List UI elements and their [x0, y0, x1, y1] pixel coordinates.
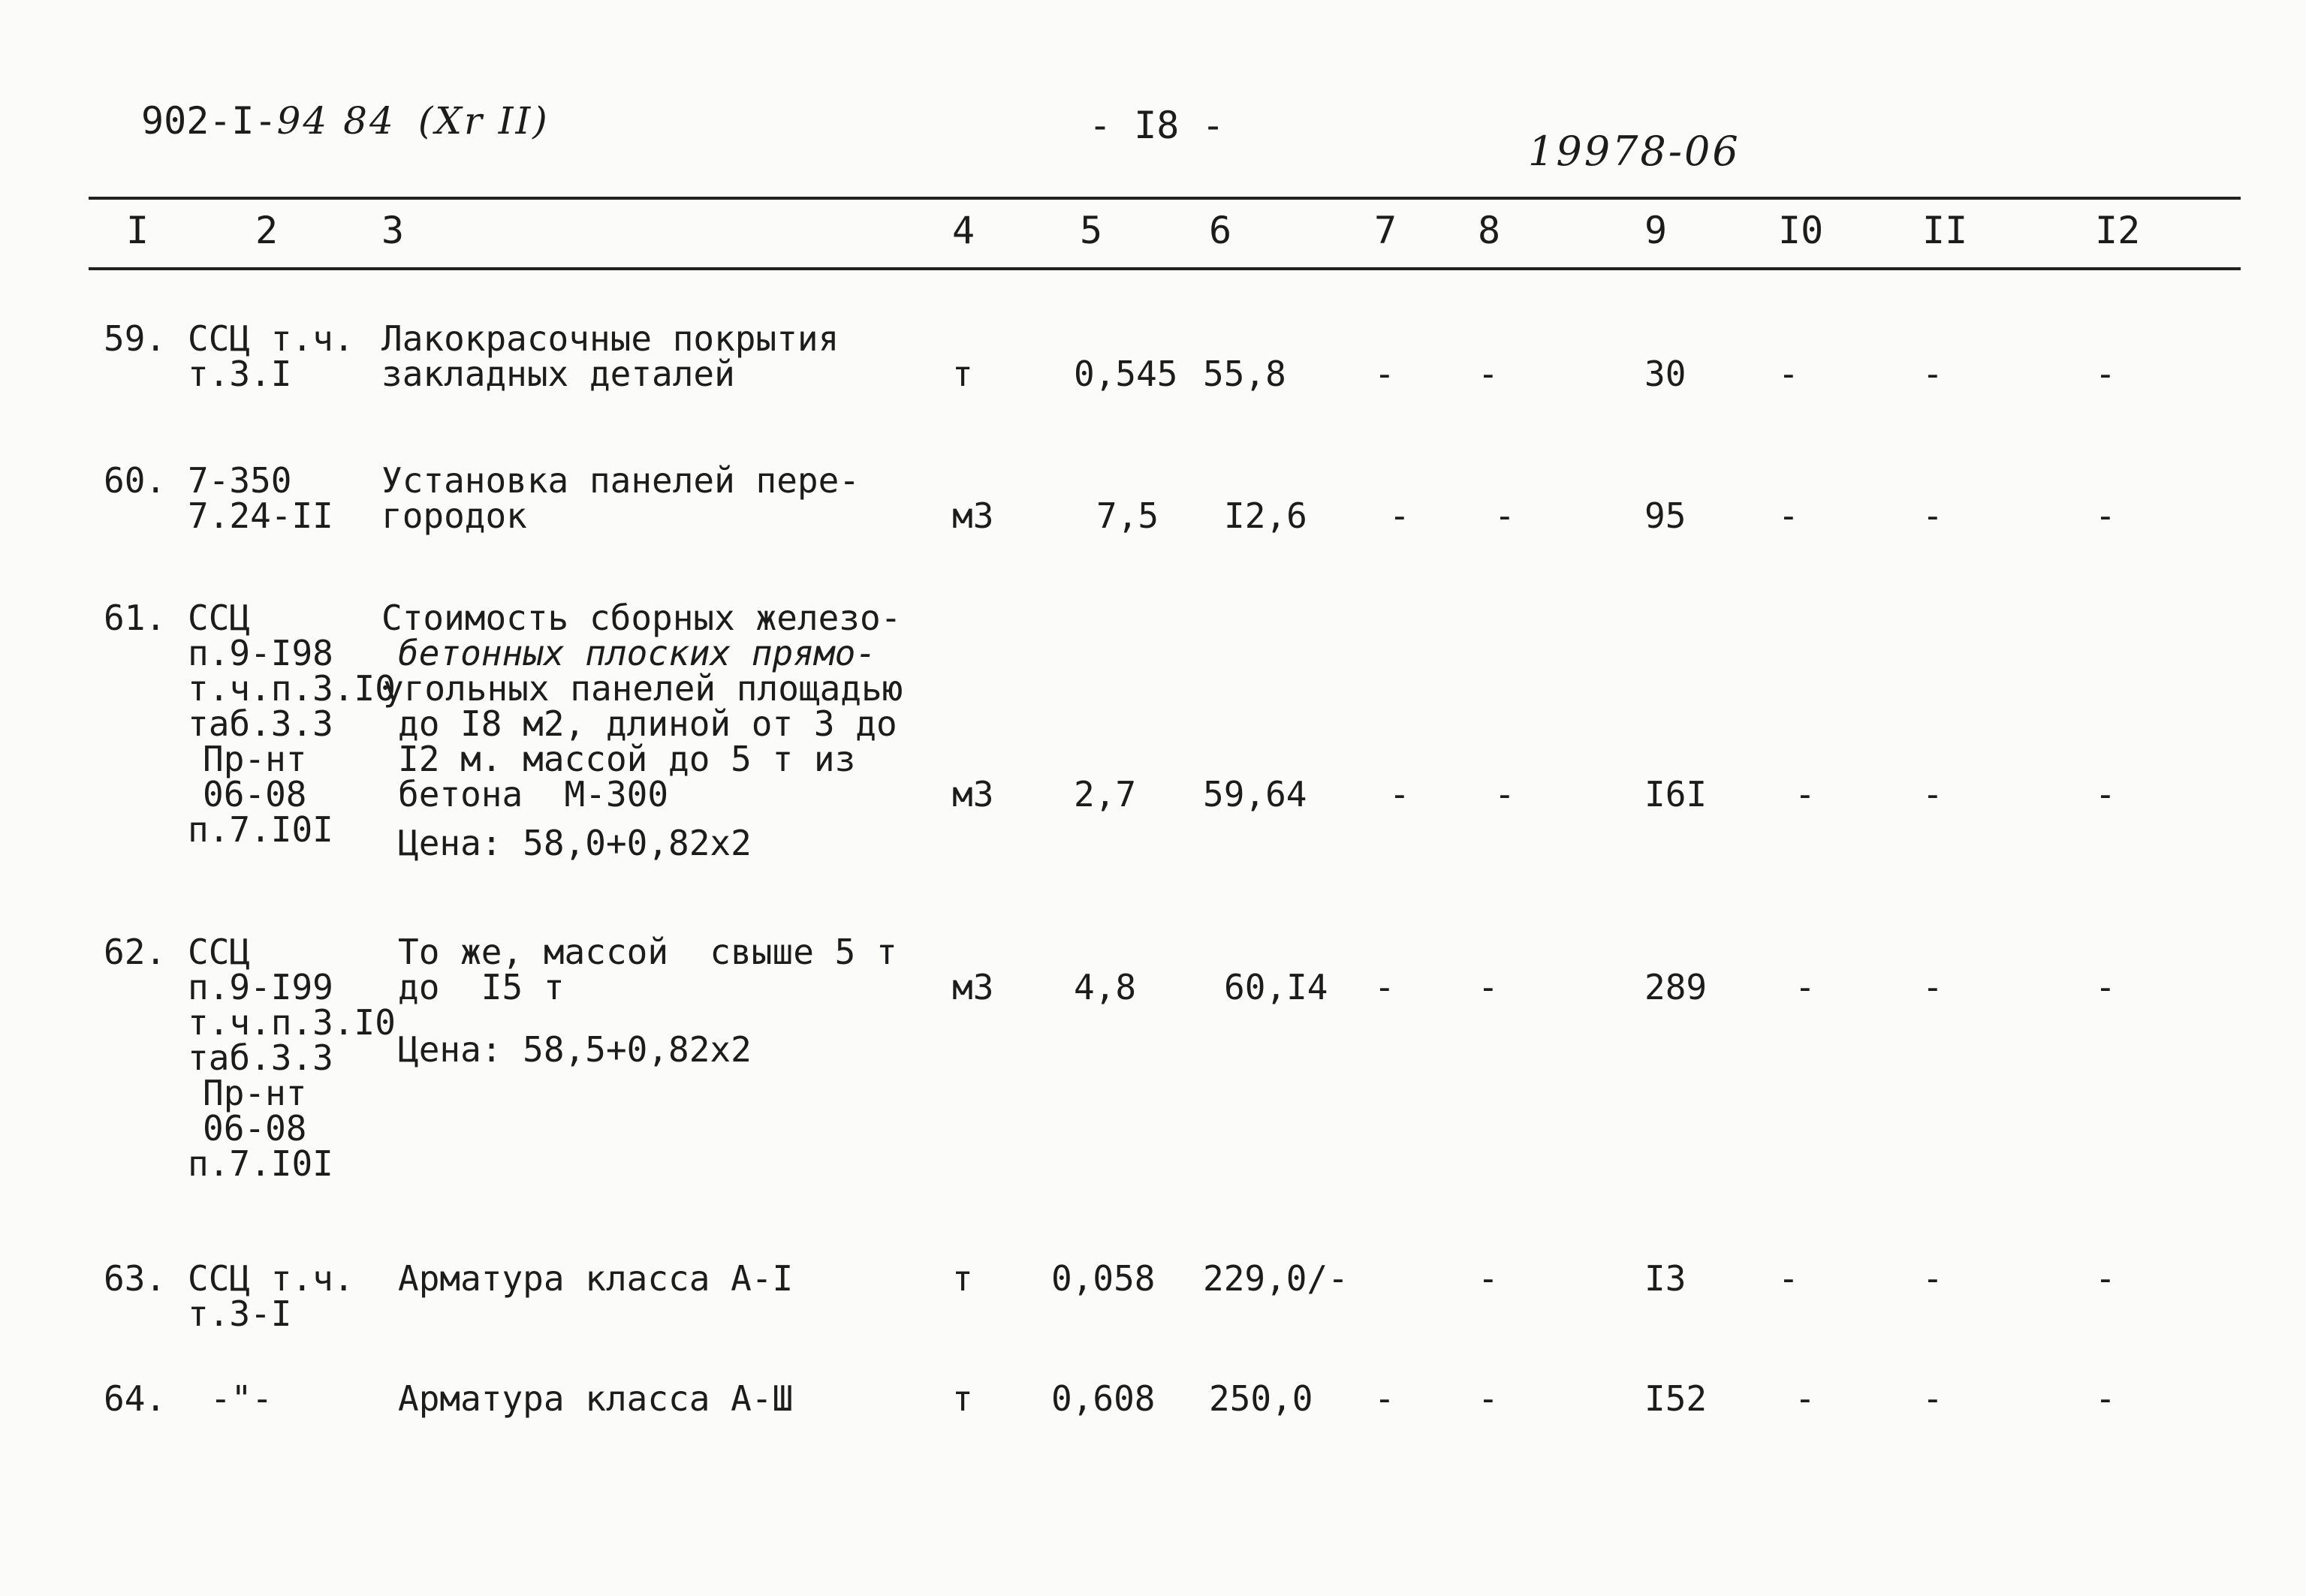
row-number: 64.	[104, 1378, 167, 1419]
quantity-cell: 7,5	[1096, 495, 1159, 536]
column-7-cell: -	[1389, 495, 1410, 536]
norm-code-line: 06-08	[203, 774, 307, 815]
norm-code-line: п.7.I0I	[188, 809, 333, 850]
description-line: закладных деталей	[381, 354, 735, 394]
column-10-cell: -	[1795, 967, 1816, 1007]
price-formula: Цена: 58,0+0,82х2	[398, 823, 752, 863]
column-header-4: 4	[952, 209, 975, 252]
unit-cost-cell: I2,6	[1224, 495, 1307, 536]
document-code-suffix: (Xr II)	[417, 99, 550, 143]
column-header-2: 2	[255, 209, 279, 252]
column-11-cell: -	[1922, 354, 1943, 394]
row-number: 61.	[104, 598, 167, 638]
column-12-cell: -	[2095, 495, 2116, 536]
quantity-cell: 4,8	[1074, 967, 1137, 1007]
document-code-printed: 902-I-	[141, 99, 277, 143]
unit-cost-cell: 59,64	[1203, 774, 1307, 815]
norm-code-line: т.ч.п.3.I0	[188, 668, 396, 709]
norm-code-line: таб.3.3	[188, 703, 333, 744]
quantity-cell: 0,608	[1051, 1378, 1156, 1419]
description-line: до I8 м2, длиной от 3 до	[398, 703, 897, 744]
column-11-cell: -	[1922, 495, 1943, 536]
norm-code-line: -"-	[210, 1378, 273, 1419]
column-header-1: I	[126, 209, 149, 252]
column-12-cell: -	[2095, 354, 2116, 394]
description-line: до I5 т	[398, 967, 565, 1007]
norm-code-line: таб.3.3	[188, 1037, 333, 1078]
norm-code-line: 7.24-II	[188, 495, 333, 536]
row-number: 60.	[104, 460, 167, 501]
column-11-cell: -	[1922, 774, 1943, 815]
column-10-cell: -	[1778, 354, 1799, 394]
price-formula: Цена: 58,5+0,82х2	[398, 1029, 752, 1070]
row-number: 62.	[104, 932, 167, 972]
column-11-cell: -	[1922, 1378, 1943, 1419]
unit-cost-cell: 55,8	[1203, 354, 1286, 394]
unit-cell: м3	[952, 774, 994, 815]
description-line: городок	[381, 495, 527, 536]
column-7-cell: -	[1389, 774, 1410, 815]
handwritten-stamp: 19978-06	[1528, 128, 1741, 175]
norm-code-line: т.3.I	[188, 354, 292, 394]
norm-code-line: Пр-нт	[203, 1073, 307, 1113]
row-number: 59.	[104, 318, 167, 359]
norm-code-line: ССЦ	[188, 598, 251, 638]
column-10-cell: -	[1778, 495, 1799, 536]
column-9-cell: I6I	[1644, 774, 1708, 815]
column-8-cell: -	[1494, 774, 1515, 815]
unit-cost-cell: 60,I4	[1224, 967, 1328, 1007]
column-9-cell: 30	[1644, 354, 1687, 394]
column-8-cell: -	[1478, 1258, 1499, 1299]
description-line: Установка панелей пере-	[381, 460, 860, 501]
unit-cell: т	[952, 1258, 973, 1299]
description-line: То же, массой свыше 5 т	[398, 932, 897, 972]
column-header-8: 8	[1478, 209, 1501, 252]
document-code-handwritten: 94 84	[276, 99, 396, 143]
description-line: Арматура класса А-Ш	[398, 1378, 794, 1419]
description-line: бетона М-300	[398, 774, 669, 815]
quantity-cell: 0,058	[1051, 1258, 1156, 1299]
column-10-cell: -	[1795, 1378, 1816, 1419]
column-header-7: 7	[1374, 209, 1397, 252]
unit-cell: т	[952, 1378, 973, 1419]
norm-code-line: ССЦ т.ч.	[188, 1258, 354, 1299]
column-header-3: 3	[381, 209, 405, 252]
norm-code-line: т.ч.п.3.I0	[188, 1002, 396, 1043]
column-header-9: 9	[1644, 209, 1668, 252]
row-number: 63.	[104, 1258, 167, 1299]
column-header-10: I0	[1778, 209, 1824, 252]
quantity-cell: 0,545	[1074, 354, 1178, 394]
column-7-cell: -	[1374, 1378, 1395, 1419]
column-10-cell: -	[1778, 1258, 1799, 1299]
column-7-cell: -	[1374, 354, 1395, 394]
column-12-cell: -	[2095, 967, 2116, 1007]
column-11-cell: -	[1922, 967, 1943, 1007]
column-9-cell: 95	[1644, 495, 1687, 536]
column-header-5: 5	[1080, 209, 1103, 252]
description-line: I2 м. массой до 5 т из	[398, 739, 856, 779]
table-top-rule	[89, 197, 2241, 200]
norm-code-line: 7-350	[188, 460, 292, 501]
column-11-cell: -	[1922, 1258, 1943, 1299]
column-header-11: II	[1922, 209, 1968, 252]
column-9-cell: 289	[1644, 967, 1708, 1007]
description-line: бетонных плоских прямо-	[398, 633, 876, 673]
unit-cell: м3	[952, 967, 994, 1007]
column-10-cell: -	[1795, 774, 1816, 815]
norm-code-line: Пр-нт	[203, 739, 307, 779]
table-header-rule	[89, 267, 2241, 270]
column-9-cell: I52	[1644, 1378, 1708, 1419]
description-line: угольных панелей площадью	[383, 668, 903, 709]
column-header-12: I2	[2095, 209, 2141, 252]
norm-code-line: п.9-I98	[188, 633, 333, 673]
page-number: - I8 -	[1089, 104, 1225, 147]
norm-code-line: п.9-I99	[188, 967, 333, 1007]
column-8-cell: -	[1478, 354, 1499, 394]
norm-code-line: ССЦ т.ч.	[188, 318, 354, 359]
norm-code-line: п.7.I0I	[188, 1143, 333, 1184]
description-line: Арматура класса А-I	[398, 1258, 794, 1299]
column-12-cell: -	[2095, 1258, 2116, 1299]
column-header-6: 6	[1209, 209, 1232, 252]
column-8-cell: -	[1494, 495, 1515, 536]
unit-cell: т	[952, 354, 973, 394]
description-line: Лакокрасочные покрытия	[381, 318, 840, 359]
unit-cost-cell: 250,0	[1209, 1378, 1313, 1419]
document-code	[141, 99, 550, 143]
unit-cell: м3	[952, 495, 994, 536]
description-line: Стоимость сборных железо-	[381, 598, 902, 638]
column-12-cell: -	[2095, 1378, 2116, 1419]
column-9-cell: I3	[1644, 1258, 1687, 1299]
norm-code-line: т.3-I	[188, 1293, 292, 1334]
column-7-cell: -	[1374, 967, 1395, 1007]
unit-cost-cell: 229,0/-	[1203, 1258, 1349, 1299]
column-12-cell: -	[2095, 774, 2116, 815]
column-8-cell: -	[1478, 967, 1499, 1007]
norm-code-line: ССЦ	[188, 932, 251, 972]
quantity-cell: 2,7	[1074, 774, 1137, 815]
norm-code-line: 06-08	[203, 1108, 307, 1149]
column-8-cell: -	[1478, 1378, 1499, 1419]
